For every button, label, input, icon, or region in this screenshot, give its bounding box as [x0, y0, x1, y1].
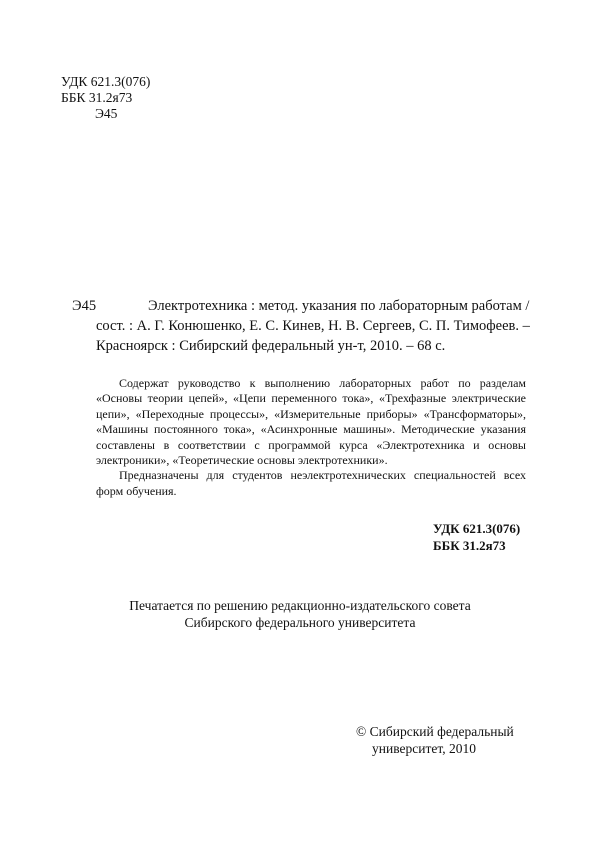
publish-line-2: Сибирского федерального университета — [184, 615, 416, 630]
bbk-code-bottom: ББК 31.2я73 — [433, 538, 506, 553]
copyright-notice — [356, 723, 514, 757]
udk-code-bottom: УДК 621.3(076) — [433, 521, 521, 536]
publishing-approval-note — [100, 597, 500, 631]
entry-line-title: Электротехника : метод. указания по лабораторным работам / — [148, 298, 530, 314]
udk-code-top: УДК 621.3(076) — [61, 74, 151, 89]
author-code-top: Э45 — [95, 106, 118, 121]
copyright-line-2: университет, 2010 — [372, 741, 476, 756]
entry-line-authors: сост. : А. Г. Конюшенко, Е. С. Кинев, Н. В. Сергеев, С. П. Тимофеев. – — [96, 318, 530, 334]
abstract — [96, 376, 526, 499]
abstract-paragraph-content: Содержат руководство к выполнению лабораторных работ по разделам «Основы теории цепей», «Цепи переменного тока», «Трехфазные электрические цепи», «Переходные процессы», «Измерительные приборы» «Трансформаторы», «Машины постоянного тока», «Асинхронные машины». Методические указания составлены в соответствии с программой курса «Электротехника и основы электроники», «Теоретические основы электротехники». — [96, 376, 526, 468]
publish-line-1: Печатается по решению редакционно-издательского совета — [129, 598, 471, 613]
abstract-paragraph-audience: Предназначены для студентов неэлектротехнических специальностей всех форм обучения. — [96, 468, 526, 498]
bbk-code-top: ББК 31.2я73 — [61, 90, 133, 105]
entry-line-publisher: Красноярск : Сибирский федеральный ун-т, 2010. – 68 с. — [96, 338, 446, 354]
entry-author-code: Э45 — [72, 298, 97, 314]
copyright-line-1: © Сибирский федеральный — [356, 724, 514, 739]
bibliographic-entry — [96, 296, 550, 356]
